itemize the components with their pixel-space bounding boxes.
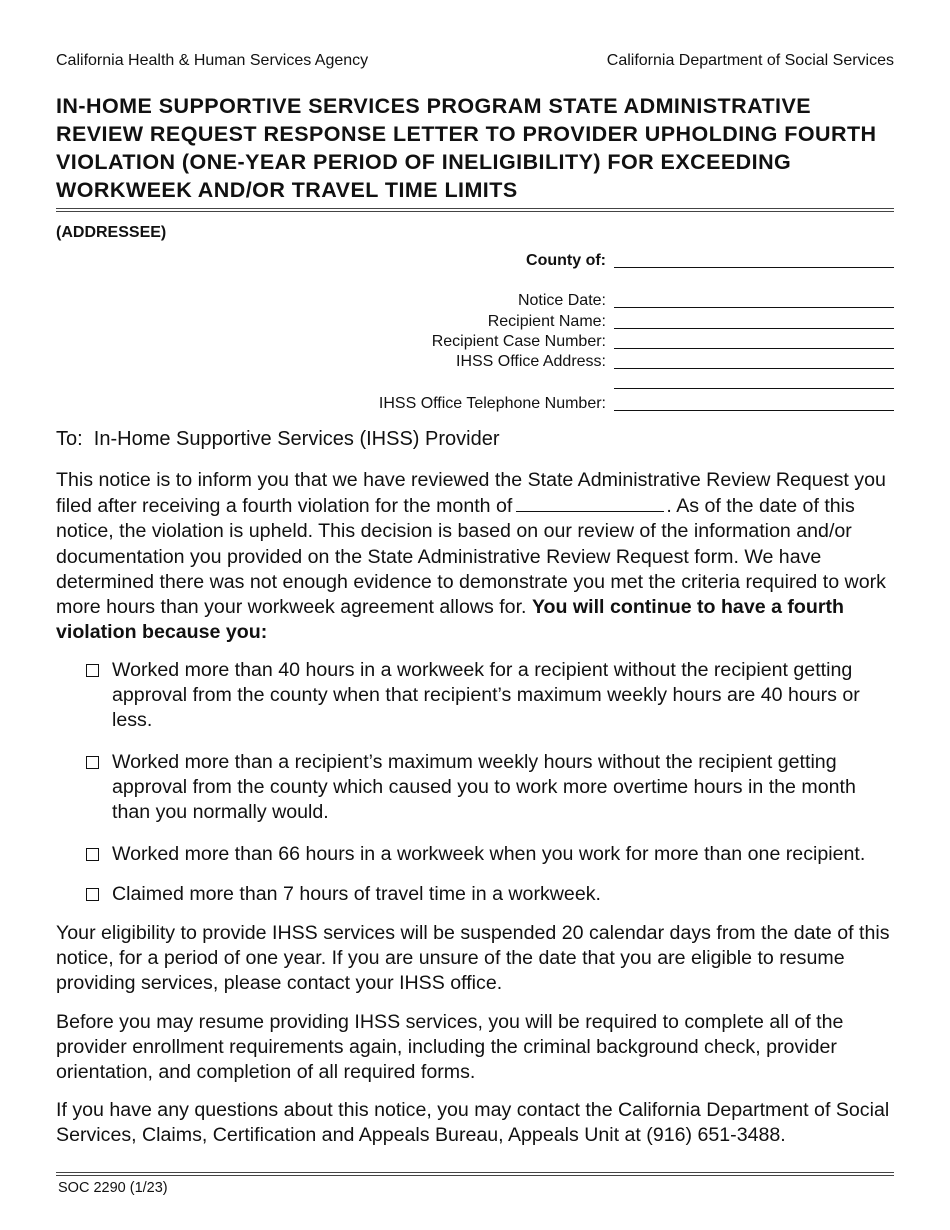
office-phone-field xyxy=(56,393,894,413)
checkbox[interactable] xyxy=(86,664,99,677)
recipient-name-field xyxy=(56,311,894,331)
reenrollment-paragraph: Before you may resume providing IHSS services, you will be required to complete all of the provider enrollment requirements again, including the criminal background check, provider orientation, and completion of all required forms. xyxy=(56,1011,844,1084)
checkbox[interactable] xyxy=(86,848,99,861)
intro-paragraph xyxy=(56,468,894,645)
checklist-item-label: Claimed more than 7 hours of travel time in a workweek. xyxy=(112,883,601,905)
county-field xyxy=(56,250,894,270)
office-address-input-line-2[interactable] xyxy=(614,388,894,389)
agency-left: California Health & Human Services Agency xyxy=(56,52,369,69)
addressee-label: (ADDRESSEE) xyxy=(56,224,167,241)
letter-page xyxy=(56,0,894,1230)
recipient-case-input[interactable] xyxy=(614,348,894,349)
title-divider xyxy=(56,208,894,212)
recipient-name-input[interactable] xyxy=(614,328,894,329)
notice-date-field xyxy=(56,290,894,310)
checkbox[interactable] xyxy=(86,888,99,901)
checklist-item-label: Worked more than 66 hours in a workweek when you work for more than one recipient. xyxy=(112,843,866,865)
footer-divider xyxy=(56,1172,894,1176)
form-number: SOC 2290 (1/23) xyxy=(58,1180,168,1196)
county-label: County of: xyxy=(526,252,606,269)
intro-text-1: This notice is to inform you that we have reviewed the State Administrative Review Request you filed after receiving a fourth violation for the month of xyxy=(56,469,886,518)
agency-right: California Department of Social Services xyxy=(606,52,894,69)
county-input[interactable] xyxy=(614,267,894,268)
violation-month-input[interactable] xyxy=(516,493,664,512)
checkbox[interactable] xyxy=(86,756,99,769)
intro-bold-text: You will continue to have a fourth violation because you: xyxy=(56,596,844,644)
office-phone-label: IHSS Office Telephone Number: xyxy=(378,395,606,412)
notice-date-label: Notice Date: xyxy=(517,292,606,309)
office-phone-input[interactable] xyxy=(614,410,894,411)
checklist-item-label: Worked more than 40 hours in a workweek for a recipient without the recipient getting approval from the county when that recipient’s maximum weekly hours are 40 hours or less. xyxy=(112,659,860,732)
intro-period: . xyxy=(666,495,672,518)
document-title: IN-HOME SUPPORTIVE SERVICES PROGRAM STATE ADMINISTRATIVE REVIEW REQUEST RESPONSE LETTER TO PROVIDER UPHOLDING FOURTH VIOLATION (ONE-YEAR PERIOD OF INELIGIBILITY) FOR EXCEEDING WORKWEEK AND/OR TRAVEL TIME LIMITS xyxy=(56,94,877,202)
recipient-case-label: Recipient Case Number: xyxy=(431,333,606,350)
to-line: To: In-Home Supportive Services (IHSS) Provider xyxy=(56,428,500,450)
office-address-field xyxy=(56,351,894,371)
office-address-label: IHSS Office Address: xyxy=(456,353,606,370)
checklist-item-label: Worked more than a recipient’s maximum weekly hours without the recipient getting approval from the county which caused you to work more overtime hours in the month than you normally would. xyxy=(112,751,856,824)
agency-header xyxy=(56,52,894,70)
suspension-paragraph: Your eligibility to provide IHSS services will be suspended 20 calendar days from the date of this notice, for a period of one year. If you are unsure of the date that you are eligible to resume providing services, please contact your IHSS office. xyxy=(56,922,890,995)
contact-paragraph: If you have any questions about this notice, you may contact the California Department of Social Services, Claims, Certification and Appeals Bureau, Appeals Unit at (916) 651-3488. xyxy=(56,1099,890,1147)
recipient-case-field xyxy=(56,331,894,351)
office-address-input[interactable] xyxy=(614,368,894,369)
intro-text-2: As of the date of this notice, the violation is upheld. This decision is based on our review of the information and/or documentation you provided on the State Administrative Review Request form. We have determined there was not enough evidence to demonstrate you met the criteria required to work more hours than your workweek agreement allows for. xyxy=(56,495,886,619)
recipient-name-label: Recipient Name: xyxy=(487,313,606,330)
notice-date-input[interactable] xyxy=(614,307,894,308)
